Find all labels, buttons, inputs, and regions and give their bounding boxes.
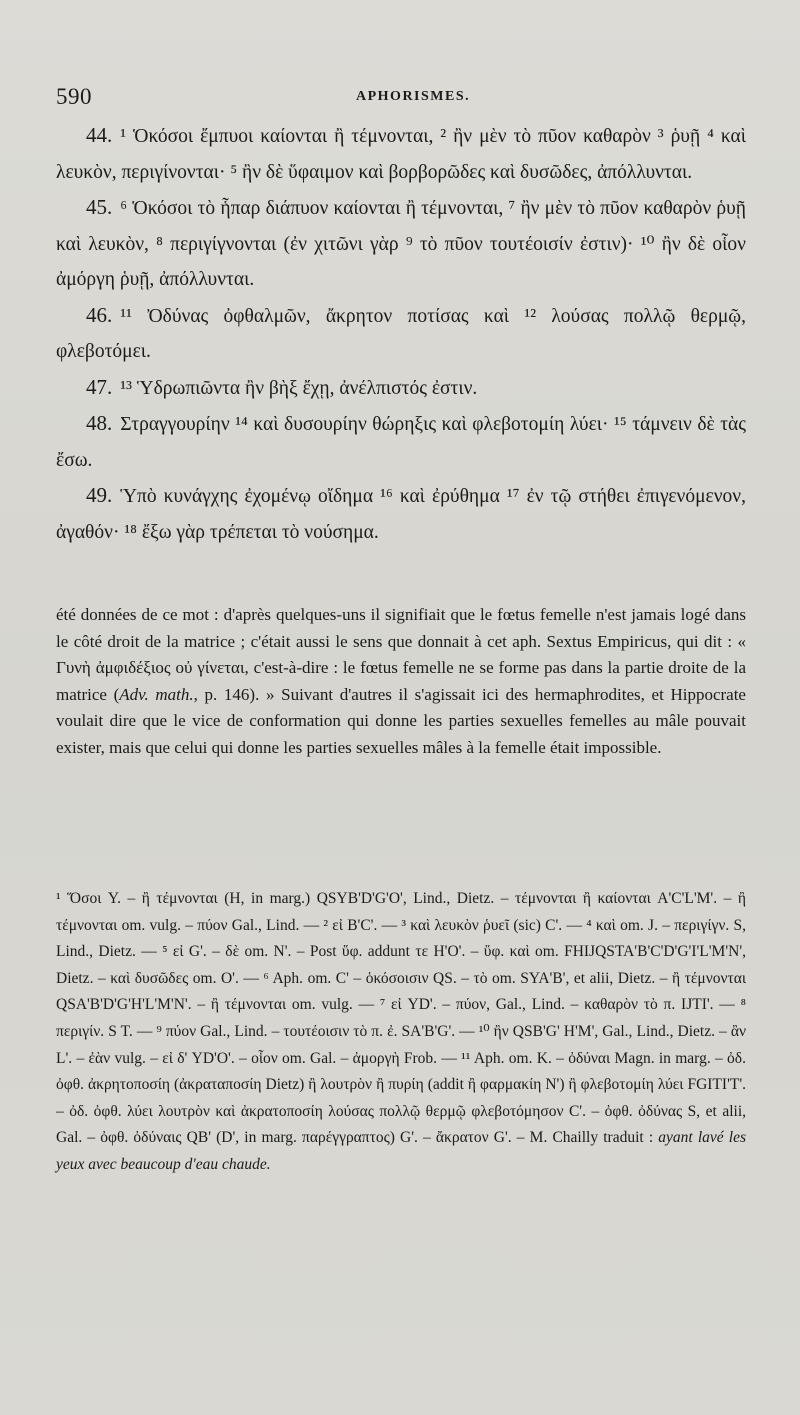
aphorism-text: ¹¹ Ὀδύνας ὀφθαλμῶν, ἄκρητον ποτίσας καὶ ¹² λούσας πολλῷ θερμῷ, φλεβοτόμει. bbox=[56, 305, 746, 362]
aphorism-text: Στραγγουρίην ¹⁴ καὶ δυσουρίην θώρηξις καὶ φλεβοτομίη λύει· ¹⁵ τάμνειν δὲ τὰς ἔσω. bbox=[56, 414, 746, 471]
aphorism-number: 49. bbox=[86, 483, 113, 507]
commentary-text-1: été données de ce mot : d'après quelques-uns il signifiait que le fœtus femelle n'est jamais logé dans le côté droit de la matrice ; c'était aussi le sens que donnait à cet aph. Sextus Empiricus, qui dit : « Γυνὴ ἀμφιδέξιος οὐ γίνεται, c'est-à-dire : le fœtus femelle ne se forme pas dans la partie droite de la matrice ( bbox=[56, 605, 746, 704]
critical-notes bbox=[56, 886, 746, 1179]
aphorism-number: 45. bbox=[86, 195, 113, 219]
commentary-paragraph bbox=[56, 602, 746, 761]
aphorism-47 bbox=[56, 370, 746, 407]
aphorism-text: ¹³ Ὑδρωπιῶντα ἢν βὴξ ἔχῃ, ἀνέλπιστός ἐστιν. bbox=[120, 377, 478, 399]
page-number: 590 bbox=[56, 84, 92, 109]
aphorisms-block bbox=[56, 118, 746, 550]
aphorism-text: ⁶ Ὁκόσοι τὸ ἧπαρ διάπυον καίονται ἢ τέμνονται, ⁷ ἢν μὲν τὸ πῦον καθαρὸν ῥυῇ καὶ λευκὸν, ⁸ περιγίγνονται (ἐν χιτῶνι γὰρ ⁹ τὸ πῦον τουτέοισίν ἐστιν)· ¹⁰ ἢν δὲ οἷον ἀμόργη ῥυῇ, ἀπόλλυνται. bbox=[56, 198, 746, 290]
aphorism-48 bbox=[56, 406, 746, 478]
aphorism-number: 48. bbox=[86, 411, 113, 435]
aphorism-number: 47. bbox=[86, 374, 113, 399]
aphorism-number: 46. bbox=[86, 302, 113, 327]
aphorism-45 bbox=[56, 190, 746, 298]
aphorism-44 bbox=[56, 118, 746, 190]
running-head: APHORISMES. bbox=[356, 89, 471, 104]
notes-italic-translation: ayant lavé les yeux avec beaucoup d'eau chaude. bbox=[56, 1129, 746, 1173]
aphorism-49 bbox=[56, 478, 746, 550]
aphorism-number: 44. bbox=[86, 123, 113, 147]
aphorism-46 bbox=[56, 298, 746, 370]
aphorism-text: Ὑπὸ κυνάγχης ἐχομένῳ οἴδημα ¹⁶ καὶ ἐρύθημα ¹⁷ ἐν τῷ στήθει ἐπιγενόμενον, ἀγαθόν· ¹⁸ ἔξω γὰρ τρέπεται τὸ νούσημα. bbox=[56, 486, 746, 543]
commentary-text-2: , p. 146). » Suivant d'autres il s'agissait ici des hermaphrodites, et Hippocrate voulait dire que le vice de conformation qui donne les parties sexuelles femelles au mâle pouvait exister, mais que celui qui donne les parties sexuelles mâles à la femelle était impossible. bbox=[56, 684, 746, 757]
commentary-citation: Adv. math. bbox=[119, 684, 194, 704]
notes-text: ¹ Ὅσοι Y. – ἢ τέμνονται (H, in marg.) QSYB'D'G'O', Lind., Dietz. – τέμνονται ἢ καίονται A'C'L'M'. – ἢ τέμνονται om. vulg. – πύον Gal., Lind. — ² εἰ B'C'. — ³ καὶ λευκὸν ῥυεῖ (sic) C'. — ⁴ καὶ om. J. – περιγίγν. S, Lind., Dietz. — ⁵ εἰ G'. – δὲ om. N'. – Post ὕφ. addunt τε H'O'. – ὕφ. καὶ om. FHIJQSTA'B'C'D'G'I'L'M'N', Dietz. – καὶ δυσῶδες om. O'. — ⁶ Aph. om. C' – ὁκόσοισιν QS. – τὸ om. SYA'B', et alii, Dietz. – ἢ τέμνονται QSA'B'D'G'H'L'M'N'. – ἢ τέμνονται om. vulg. — ⁷ εἰ YD'. – πύον, Gal., Lind. – καθαρὸν τὸ π. IJTI'. — ⁸ περιγίν. S T. — ⁹ πύον Gal., Lind. – τουτέοισιν τὸ π. ἐ. SA'B'G'. — ¹⁰ ἢν QSB'G' H'M', Gal., Lind., Dietz. – ἂν L'. – ἐὰν vulg. – εἰ δ' YD'O'. – οἷον om. Gal. – ἀμοργὴ Frob. — ¹¹ Aph. om. K. – ὀδύναι Magn. in marg. – ὀδ. ὀφθ. ἀκρητοποσίη (ἀκραταποσίη Dietz) ἢ λουτρὸν ἢ πυρίη (addit ἢ φαρμακίη N') ἢ φλεβοτομίη λύει FGITI'T'. – ὀδ. ὀφθ. λύει λουτρὸν καὶ ἀκρατοποσίη λούσας πολλῷ θερμῷ φλεβοτόμησον C'. – ὀφθ. ὀδύνας S, et alii, Gal. – ὀφθ. ὀδύναις QB' (D', in marg. παρέγγραπτος) G'. – ἄκρατον G'. – M. Chailly traduit : bbox=[56, 890, 746, 1147]
page-header bbox=[56, 84, 744, 110]
aphorism-text: ¹ Ὁκόσοι ἔμπυοι καίονται ἢ τέμνονται, ² ἢν μὲν τὸ πῦον καθαρὸν ³ ῥυῇ ⁴ καὶ λευκὸν, περιγίνονται· ⁵ ἢν δὲ ὕφαιμον καὶ βορβορῶδες καὶ δυσῶδες, ἀπόλλυνται. bbox=[56, 126, 746, 183]
